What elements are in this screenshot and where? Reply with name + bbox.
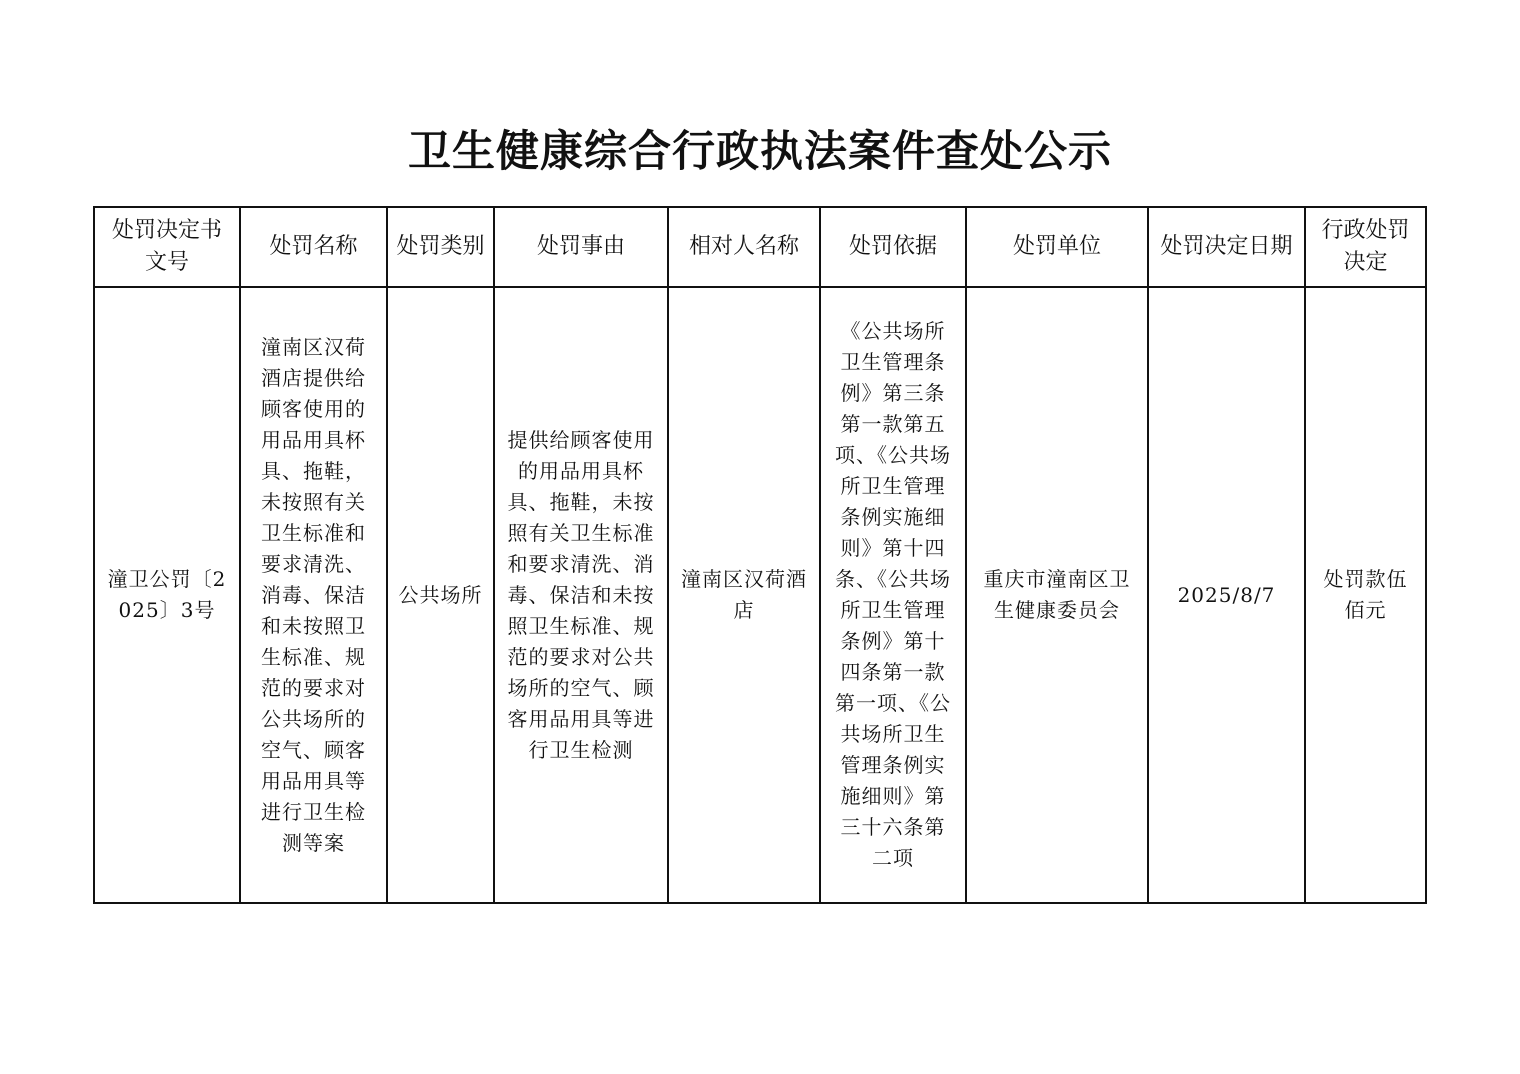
cell-date: 2025/8/7 xyxy=(1148,287,1305,903)
col-header-category: 处罚类别 xyxy=(387,207,494,287)
col-header-decision-no: 处罚决定书文号 xyxy=(94,207,240,287)
cell-authority: 重庆市潼南区卫生健康委员会 xyxy=(966,287,1148,903)
cell-basis: 《公共场所卫生管理条例》第三条第一款第五项、《公共场所卫生管理条例实施细则》第十四条、《公共场所卫生管理条例》第十四条第一款第一项、《公共场所卫生管理条例实施细则》第三十六条第二项 xyxy=(820,287,966,903)
cell-reason: 提供给顾客使用的用品用具杯具、拖鞋，未按照有关卫生标准和要求清洗、消毒、保洁和未按照卫生标准、规范的要求对公共场所的空气、顾客用品用具等进行卫生检测 xyxy=(494,287,668,903)
cell-decision: 处罚款伍佰元 xyxy=(1305,287,1426,903)
cell-category: 公共场所 xyxy=(387,287,494,903)
table-row xyxy=(94,287,1426,903)
cell-party-name: 潼南区汉荷酒店 xyxy=(668,287,820,903)
page-title: 卫生健康综合行政执法案件查处公示 xyxy=(408,127,1112,177)
penalty-table xyxy=(93,206,1427,904)
col-header-date: 处罚决定日期 xyxy=(1148,207,1305,287)
col-header-penalty-name: 处罚名称 xyxy=(240,207,387,287)
cell-penalty-name: 潼南区汉荷酒店提供给顾客使用的用品用具杯具、拖鞋，未按照有关卫生标准和要求清洗、消毒、保洁和未按照卫生标准、规范的要求对公共场所的空气、顾客用品用具等进行卫生检测等案 xyxy=(240,287,387,903)
col-header-basis: 处罚依据 xyxy=(820,207,966,287)
col-header-party-name: 相对人名称 xyxy=(668,207,820,287)
col-header-reason: 处罚事由 xyxy=(494,207,668,287)
col-header-authority: 处罚单位 xyxy=(966,207,1148,287)
col-header-decision: 行政处罚决定 xyxy=(1305,207,1426,287)
header-row xyxy=(94,207,1426,287)
cell-decision-no: 潼卫公罚〔2025〕3号 xyxy=(94,287,240,903)
